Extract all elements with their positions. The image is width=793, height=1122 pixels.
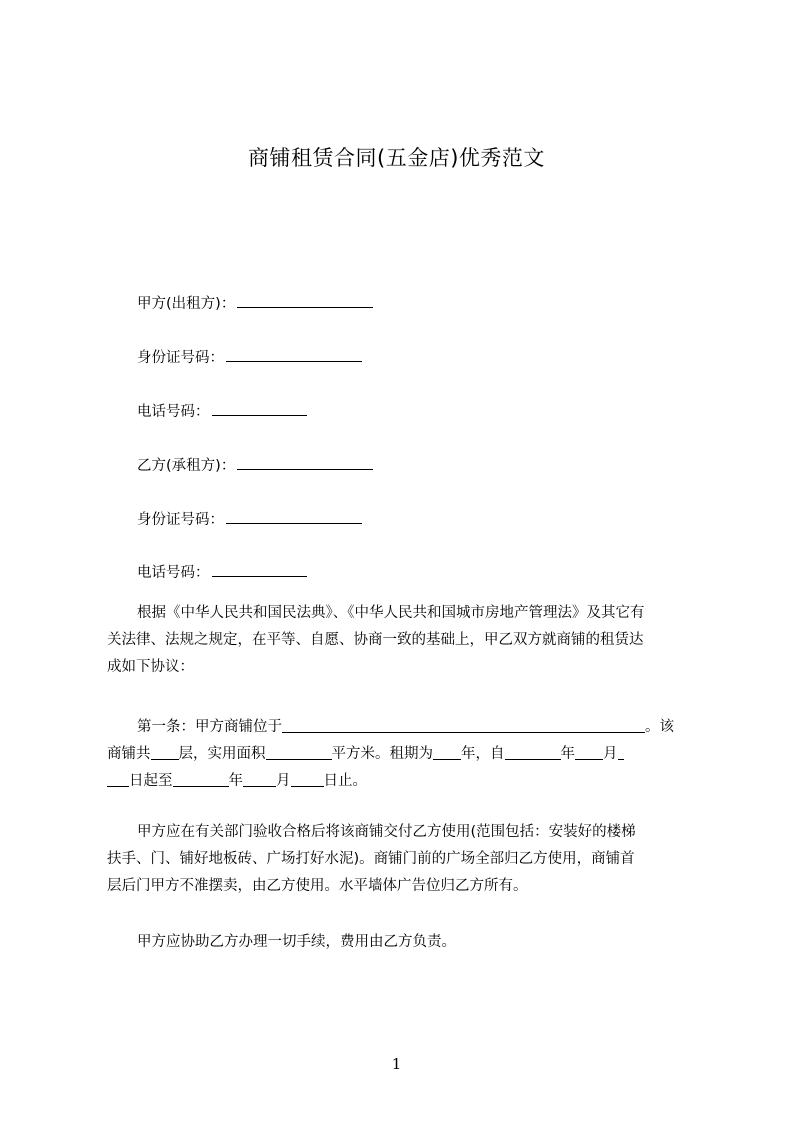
end-day-blank <box>291 771 324 787</box>
preamble-line: 成如下协议： <box>107 659 194 675</box>
party-a-phone-blank <box>212 401 307 416</box>
party-b-phone-field <box>137 561 307 582</box>
article-1-text: 日起至 <box>129 773 173 789</box>
delivery-line: 扶手、门、铺好地板砖、广场打好水泥)。商铺门前的广场全部归乙方使用，商铺首 <box>107 851 635 867</box>
assist-paragraph <box>107 929 699 956</box>
document-title: 商铺租赁合同(五金店)优秀范文 <box>248 146 545 170</box>
article-1-line <box>107 768 699 795</box>
party-b-field <box>137 454 373 475</box>
party-a-phone-label: 电话号码： <box>137 404 210 420</box>
delivery-paragraph <box>107 819 699 900</box>
article-1-paragraph <box>107 714 699 795</box>
party-b-phone-blank <box>212 562 307 577</box>
party-a-id-label: 身份证号码： <box>137 350 224 366</box>
party-a-phone-field <box>137 400 307 421</box>
floors-blank <box>151 744 179 760</box>
party-b-blank <box>237 455 373 470</box>
start-day-blank-part <box>618 744 624 760</box>
article-1-text: 第一条：甲方商铺位于 <box>137 719 282 735</box>
party-a-id-blank <box>226 347 362 362</box>
preamble-paragraph <box>107 600 699 681</box>
start-month-blank <box>575 744 603 760</box>
article-1-text: 平方米。租期为 <box>331 746 433 762</box>
location-blank <box>282 717 645 733</box>
delivery-line: 层后门甲方不准摆卖，由乙方使用。水平墙体广告位归乙方所有。 <box>107 878 528 894</box>
end-month-blank <box>243 771 276 787</box>
party-a-label: 甲方(出租方)： <box>137 296 236 312</box>
party-b-id-blank <box>226 509 362 524</box>
party-b-id-label: 身份证号码： <box>137 512 224 528</box>
area-blank <box>266 744 332 760</box>
party-b-label: 乙方(承租方)： <box>137 458 236 474</box>
article-1-text: 。该 <box>645 719 674 735</box>
assist-line: 甲方应协助乙方办理一切手续，费用由乙方负责。 <box>137 934 456 950</box>
article-1-text: 月 <box>603 746 618 762</box>
delivery-line: 甲方应在有关部门验收合格后将该商铺交付乙方使用(范围包括：安装好的楼梯 <box>137 824 636 840</box>
party-a-field <box>137 292 373 313</box>
preamble-line: 根据《中华人民共和国民法典》、《中华人民共和国城市房地产管理法》及其它有 <box>137 605 645 621</box>
start-day-blank <box>107 771 129 787</box>
start-year-blank <box>505 744 561 760</box>
article-1-text: 年 <box>228 773 243 789</box>
article-1-text: 商铺共 <box>107 746 151 762</box>
party-a-id-field <box>137 346 362 367</box>
party-a-blank <box>237 293 373 308</box>
article-1-line <box>107 714 699 741</box>
article-1-text: 日止。 <box>323 773 367 789</box>
article-1-text: 层，实用面积 <box>178 746 266 762</box>
article-1-text: 年，自 <box>461 746 505 762</box>
party-b-id-field <box>137 508 362 529</box>
article-1-line <box>107 741 699 768</box>
party-b-phone-label: 电话号码： <box>137 565 210 581</box>
page-number: 1 <box>391 1055 402 1073</box>
preamble-line: 关法律、法规之规定，在平等、自愿、协商一致的基础上，甲乙双方就商铺的租赁达 <box>107 632 644 648</box>
article-1-text: 月 <box>276 773 291 789</box>
term-years-blank <box>433 744 461 760</box>
end-year-blank <box>173 771 229 787</box>
article-1-text: 年 <box>560 746 575 762</box>
